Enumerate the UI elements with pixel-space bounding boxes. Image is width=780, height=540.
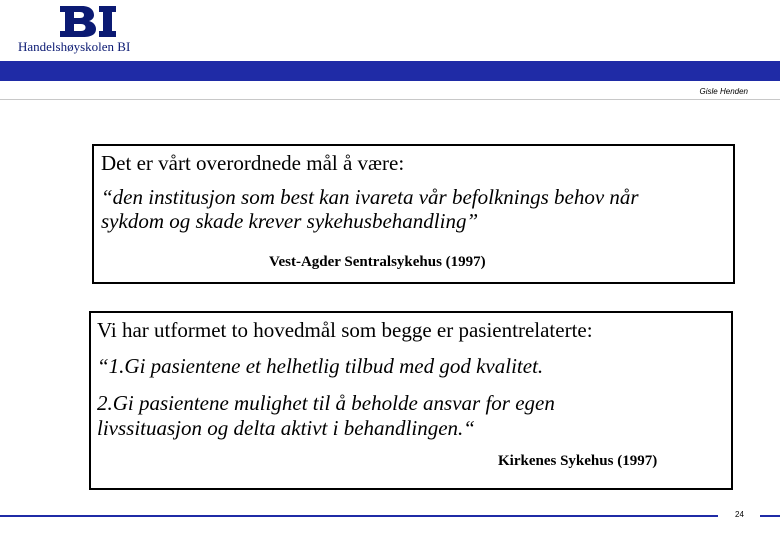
page-number: 24 — [735, 510, 744, 519]
quote2-goal-1: “1.Gi pasientene et helhetlig tilbud med god kvalitet. — [97, 354, 544, 378]
quote1-line-1: “den institusjon som best kan ivareta vår befolknings behov når — [101, 185, 639, 209]
quote1-source: Vest-Agder Sentralsykehus (1997) — [269, 254, 486, 270]
footer-rule-end — [760, 515, 780, 517]
bi-logo — [18, 4, 148, 56]
quote-box-vest-agder — [92, 144, 735, 284]
quote2-intro: Vi har utformet to hovedmål som begge er pasientrelaterte: — [97, 318, 593, 342]
quote1-intro: Det er vårt overordnede mål å være: — [101, 151, 405, 175]
quote-box-kirkenes — [89, 311, 733, 490]
quote1-line-2: sykdom og skade krever sykehusbehandling” — [101, 209, 479, 233]
quote2-goal-2-line-1: 2.Gi pasientene mulighet til å beholde ansvar for egen — [97, 391, 555, 415]
author-name: Gisle Henden — [699, 87, 748, 96]
bi-logo-mark — [58, 4, 118, 38]
header-divider — [0, 99, 780, 100]
quote2-source: Kirkenes Sykehus (1997) — [498, 453, 658, 469]
logo-wordmark: Handelshøyskolen BI — [18, 39, 131, 54]
quote2-goal-2-line-2: livssituasjon og delta aktivt i behandlingen.“ — [97, 416, 475, 440]
header-band — [0, 61, 780, 81]
footer-rule — [0, 515, 718, 517]
